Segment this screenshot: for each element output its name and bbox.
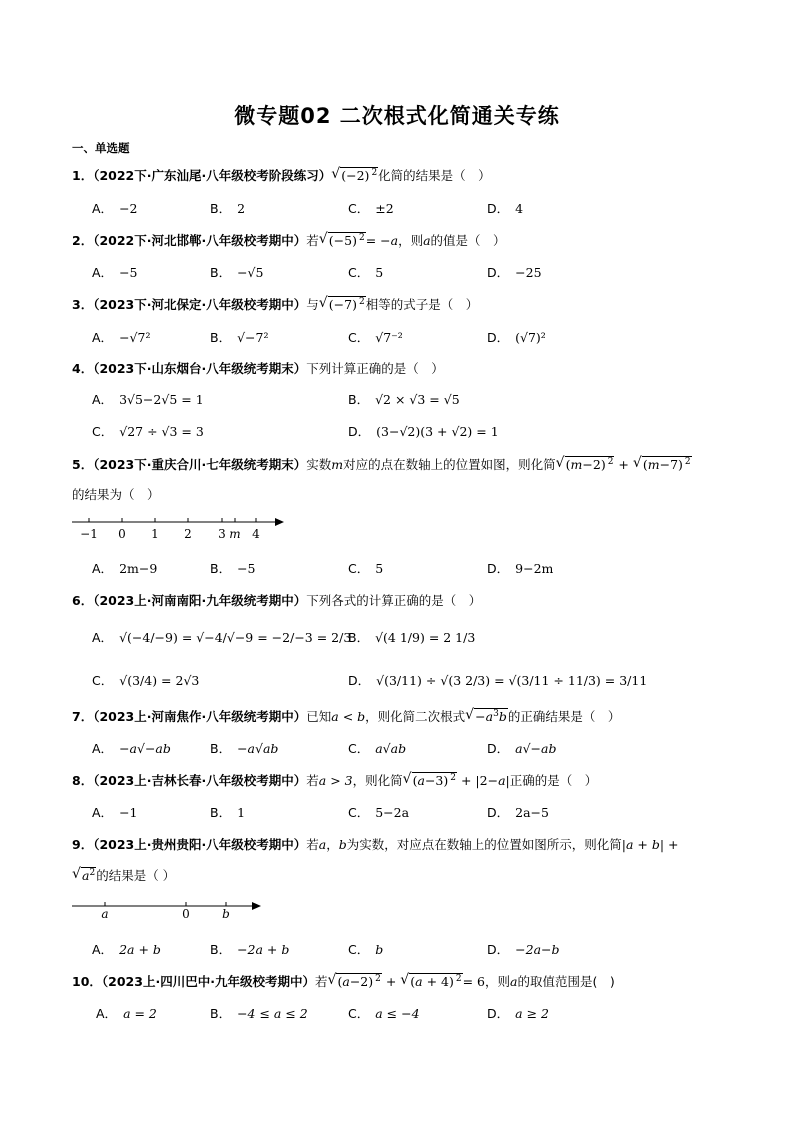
tick-label: b (222, 907, 230, 921)
q5-option-d[interactable]: D． 9−2m (487, 561, 554, 576)
question-8: 8．（2023上·吉林长春·八年级校考期中）若a > 3，则化简√ (a−3) $^2$ + |2−a|正确的是（ ） (72, 771, 597, 789)
q4-option-a[interactable]: A． 3√5−2√5 = 1 (92, 392, 204, 407)
q6-option-c[interactable]: C． √(3/4) = 2√3 (92, 673, 200, 688)
q1-option-c[interactable]: C． ±2 (348, 201, 394, 216)
tick-label: 1 (151, 527, 159, 541)
q7-option-d[interactable]: D． a√−ab (487, 741, 557, 756)
number-line-q9 (72, 895, 272, 927)
question-5-line2: 的结果为（ ） (72, 487, 160, 502)
question-10: 10．（2023上·四川巴中·九年级校考期中）若√ (a−2) $^2$ + √ (a + 4) $^2$= 6，则a的取值范围是( ) (72, 972, 615, 990)
number-line-q5 (72, 510, 292, 546)
q7-option-a[interactable]: A． −a√−ab (92, 741, 171, 756)
q3-option-c[interactable]: C． √7⁻² (348, 330, 403, 345)
q3-option-b[interactable]: B． √−7² (210, 330, 269, 345)
q10-option-b[interactable]: B． −4 ≤ a ≤ 2 (210, 1006, 308, 1021)
tick-label: 0 (182, 907, 190, 921)
q3-option-a[interactable]: A． −√7² (92, 330, 151, 345)
q5-option-c[interactable]: C． 5 (348, 561, 384, 576)
q4-option-c[interactable]: C． √27 ÷ √3 = 3 (92, 424, 204, 439)
q8-option-b[interactable]: B． 1 (210, 805, 246, 820)
page-title: 微专题02 二次根式化简通关专练 (234, 104, 560, 128)
section-heading: 一、单选题 (72, 141, 130, 155)
q6-option-a[interactable]: A． √(−4/−9) = √−4/√−9 = −2/−3 = 2/3 (92, 630, 352, 645)
question-7: 7．（2023上·河南焦作·八年级统考期中）已知a < b，则化简二次根式√ $-a^3b$的正确结果是（ ） (72, 707, 620, 725)
tick-label: 2 (184, 527, 192, 541)
q8-option-c[interactable]: C． 5−2a (348, 805, 410, 820)
tick-label: 4 (252, 527, 260, 541)
tick-label: a (101, 907, 109, 921)
tick-label: m (229, 527, 241, 541)
q10-option-a[interactable]: A． a = 2 (96, 1006, 157, 1021)
question-5: 5．（2023下·重庆合川·七年级统考期末）实数m对应的点在数轴上的位置如图，则化简√ (m−2) $^2$ + √ (m−7) $^2$ (72, 455, 692, 473)
q9-option-c[interactable]: C． b (348, 942, 384, 957)
q5-option-a[interactable]: A． 2m−9 (92, 561, 158, 576)
q5-option-b[interactable]: B． −5 (210, 561, 256, 576)
q1-option-d[interactable]: D． 4 (487, 201, 524, 216)
q3-option-d[interactable]: D． (√7)² (487, 330, 546, 345)
tick-label: 3 (218, 527, 226, 541)
q1-option-a[interactable]: A． −2 (92, 201, 138, 216)
q1-option-b[interactable]: B． 2 (210, 201, 246, 216)
question-4: 4．（2023下·山东烟台·八年级统考期末）下列计算正确的是（ ） (72, 361, 444, 376)
q6-option-d[interactable]: D． √(3/11) ÷ √(3 2/3) = √(3/11 ÷ 11/3) = 3/11 (348, 673, 648, 688)
q9-option-a[interactable]: A． 2a + b (92, 942, 161, 957)
tick-label: 0 (118, 527, 126, 541)
q8-option-d[interactable]: D． 2a−5 (487, 805, 549, 820)
q2-option-d[interactable]: D． −25 (487, 265, 542, 280)
q7-option-c[interactable]: C． a√ab (348, 741, 407, 756)
q4-option-d[interactable]: D． (3−√2)(3 + √2) = 1 (348, 424, 499, 439)
question-9-line2: √ $a^2$的结果是（ ） (72, 866, 175, 884)
q10-option-c[interactable]: C． a ≤ −4 (348, 1006, 420, 1021)
question-9: 9．（2023上·贵州贵阳·八年级校考期中）若a，b为实数，对应点在数轴上的位置如图所示，则化简|a + b| + (72, 837, 679, 852)
q2-option-c[interactable]: C． 5 (348, 265, 384, 280)
q2-option-a[interactable]: A． −5 (92, 265, 138, 280)
question-3: 3．（2023下·河北保定·八年级校考期中）与√ (−7) $^2$相等的式子是（ ） (72, 295, 478, 313)
q8-option-a[interactable]: A． −1 (92, 805, 138, 820)
question-1: 1．（2022下·广东汕尾·八年级校考阶段练习）√ (−2) $^2$化简的结果是（ ） (72, 166, 491, 184)
q9-option-d[interactable]: D． −2a−b (487, 942, 560, 957)
q10-option-d[interactable]: D． a ≥ 2 (487, 1006, 549, 1021)
q4-option-b[interactable]: B． √2 × √3 = √5 (348, 392, 460, 407)
q6-option-b[interactable]: B． √(4 1/9) = 2 1/3 (348, 630, 476, 645)
q7-option-b[interactable]: B． −a√ab (210, 741, 279, 756)
q9-option-b[interactable]: B． −2a + b (210, 942, 290, 957)
tick-label: −1 (80, 527, 98, 541)
question-6: 6．（2023上·河南南阳·九年级统考期中）下列各式的计算正确的是（ ） (72, 593, 482, 608)
q2-option-b[interactable]: B． −√5 (210, 265, 264, 280)
question-2: 2．（2022下·河北邯郸·八年级校考期中）若√ (−5) $^2$= −a，则a的值是（ ） (72, 231, 506, 249)
